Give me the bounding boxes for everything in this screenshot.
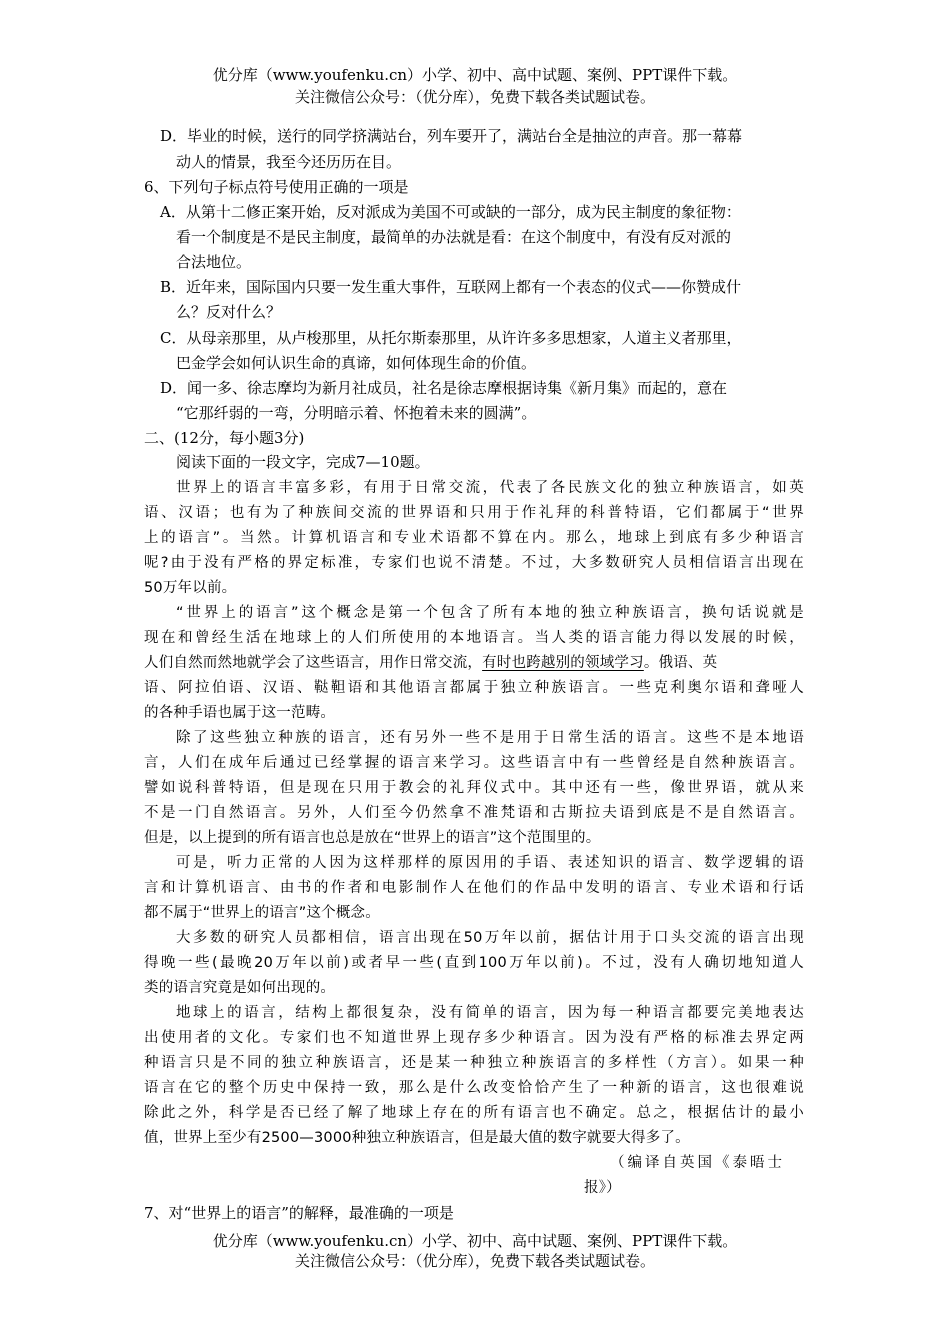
passage-p2-line3 (144, 653, 717, 673)
passage-source-line2: 报》） (584, 1180, 621, 1196)
passage-p2-line5: 的各种手语也属于这一范畴。 (144, 705, 336, 721)
q6-option-c-line2: 巴金学会如何认识生命的真谛，如何体现生命的价值。 (176, 354, 537, 372)
passage-p5-line3: 类的语言究竟是如何出现的。 (144, 980, 336, 996)
q6-option-c-line1: C．从母亲那里，从卢梭那里，从托尔斯泰那里，从许许多多思想家，人道主义者那里， (160, 329, 742, 347)
passage-p3-line1: 除了这些独立种族的语言，还有另外一些不是用于日常生活的语言。这些不是本地语 (176, 730, 804, 746)
q5-option-d-line1: D．毕业的时候，送行的同学挤满站台，列车要开了，满站台全是抽泣的声音。那一幕幕 (160, 127, 743, 145)
passage-p1-line2: 语、汉语；也有为了种族间交流的世界语和只用于作礼拜的科普特语，它们都属于“世界 (144, 505, 804, 521)
q6-option-a-line1: A．从第十二修正案开始，反对派成为美国不可或缺的一部分，成为民主制度的象征物： (160, 203, 741, 221)
passage-p1-line1: 世界上的语言丰富多彩，有用于日常交流，代表了各民族文化的独立种族语言，如英 (176, 480, 804, 496)
passage-p4-line1: 可是，听力正常的人因为这样那样的原因用的手语、表述知识的语言、数学逻辑的语 (176, 855, 804, 871)
passage-p6-line3: 种语言只是不同的独立种族语言，还是某一种独立种族语言的多样性（方言）。如果一种 (144, 1055, 804, 1071)
passage-p1-line4: 呢?由于没有严格的界定标准，专家们也说不清楚。不过，大多数研究人员相信语言出现在 (144, 555, 804, 571)
passage-p2-line3-post: 。俄语、英 (643, 655, 718, 671)
passage-p1-line3: 上的语言”。当然。计算机语言和专业术语都不算在内。那么，地球上到底有多少种语言 (144, 530, 804, 546)
passage-p6-line6: 值，世界上至少有2500—3000种独立种族语言，但是最大值的数字就要大得多了。 (144, 1130, 690, 1146)
passage-p2-line2: 现在和曾经生活在地球上的人们所使用的本地语言。当人类的语言能力得以发展的时候， (144, 630, 804, 646)
passage-source-line1: （编译自英国《泰晤士 (610, 1155, 785, 1171)
passage-p3-line5: 但是，以上提到的所有语言也总是放在“世界上的语言”这个范围里的。 (144, 830, 601, 846)
passage-p6-line2: 出使用者的文化。专家们也不知道世界上现存多少种语言。因为没有严格的标准去界定两 (144, 1030, 804, 1046)
passage-p5-line2: 得晚一些(最晚20万年以前)或者早一些(直到100万年以前)。不过，没有人确切地知道人 (144, 955, 804, 971)
q6-stem: 6、下列句子标点符号使用正确的一项是 (144, 178, 409, 196)
underlined-phrase: 有时也跨越别的领域学习 (482, 655, 644, 671)
section2-instruction: 阅读下面的一段文字，完成7—10题。 (176, 453, 430, 471)
passage-p2-line3-pre: 人们自然而然地就学会了这些语言，用作日常交流， (144, 655, 483, 671)
page-footer-line2: 关注微信公众号：（优分库），免费下载各类试题试卷。 (294, 1252, 655, 1270)
passage-p2-line1: “世界上的语言”这个概念是第一个包含了所有本地的独立种族语言，换句话说就是 (176, 605, 804, 621)
passage-p3-line4: 不是一门自然语言。另外，人们至今仍然拿不准梵语和古斯拉夫语到底是不是自然语言。 (144, 805, 804, 821)
passage-p2-line4: 语、阿拉伯语、汉语、鞑靼语和其他语言都属于独立种族语言。一些克利奥尔语和聋哑人 (144, 680, 804, 696)
page-header-line1: 优分库（www.youfenku.cn）小学、初中、高中试题、案例、PPT课件下载。 (212, 66, 738, 84)
page-header-line2: 关注微信公众号：（优分库），免费下载各类试题试卷。 (294, 88, 655, 106)
q5-option-d-line2: 动人的情景，我至今还历历在目。 (176, 153, 402, 171)
passage-p3-line3: 譬如说科普特语，但是现在只用于教会的礼拜仪式中。其中还有一些，像世界语，就从来 (144, 780, 804, 796)
passage-p6-line1: 地球上的语言，结构上都很复杂，没有简单的语言，因为每一种语言都要完美地表达 (176, 1005, 804, 1021)
passage-p4-line3: 都不属于“世界上的语言”这个概念。 (144, 905, 380, 921)
passage-p1-line5: 50万年以前。 (144, 580, 237, 596)
page-footer-line1: 优分库（www.youfenku.cn）小学、初中、高中试题、案例、PPT课件下载。 (212, 1232, 738, 1250)
q6-option-d-line2: “它那纤弱的一弯，分明暗示着、怀抱着未来的圆满”。 (176, 404, 537, 422)
passage-p5-line1: 大多数的研究人员都相信，语言出现在50万年以前，据估计用于口头交流的语言出现 (176, 930, 804, 946)
passage-p6-line4: 语言在它的整个历史中保持一致，那么是什么改变恰恰产生了一种新的语言，这也很难说 (144, 1080, 804, 1096)
section2-title: 二、(12分，每小题3分) (144, 429, 305, 447)
q6-option-a-line2: 看一个制度是不是民主制度，最简单的办法就是看：在这个制度中，有没有反对派的 (176, 228, 732, 246)
q6-option-d-line1: D．闻一多、徐志摩均为新月社成员，社名是徐志摩根据诗集《新月集》而起的，意在 (160, 379, 728, 397)
q6-option-b-line1: B．近年来，国际国内只要一发生重大事件，互联网上都有一个表态的仪式——你赞成什 (160, 278, 742, 296)
q6-option-b-line2: 么？反对什么？ (176, 303, 282, 321)
q6-option-a-line3: 合法地位。 (176, 253, 252, 271)
passage-p6-line5: 除此之外，科学是否已经了解了地球上存在的所有语言也不确定。总之，根据估计的最小 (144, 1105, 804, 1121)
passage-p3-line2: 言，人们在成年后通过已经掌握的语言来学习。这些语言中有一些曾经是自然种族语言。 (144, 755, 804, 771)
passage-p4-line2: 言和计算机语言、由书的作者和电影制作人在他们的作品中发明的语言、专业术语和行话 (144, 880, 804, 896)
q7-stem: 7、对“世界上的语言”的解释，最准确的一项是 (144, 1204, 454, 1222)
